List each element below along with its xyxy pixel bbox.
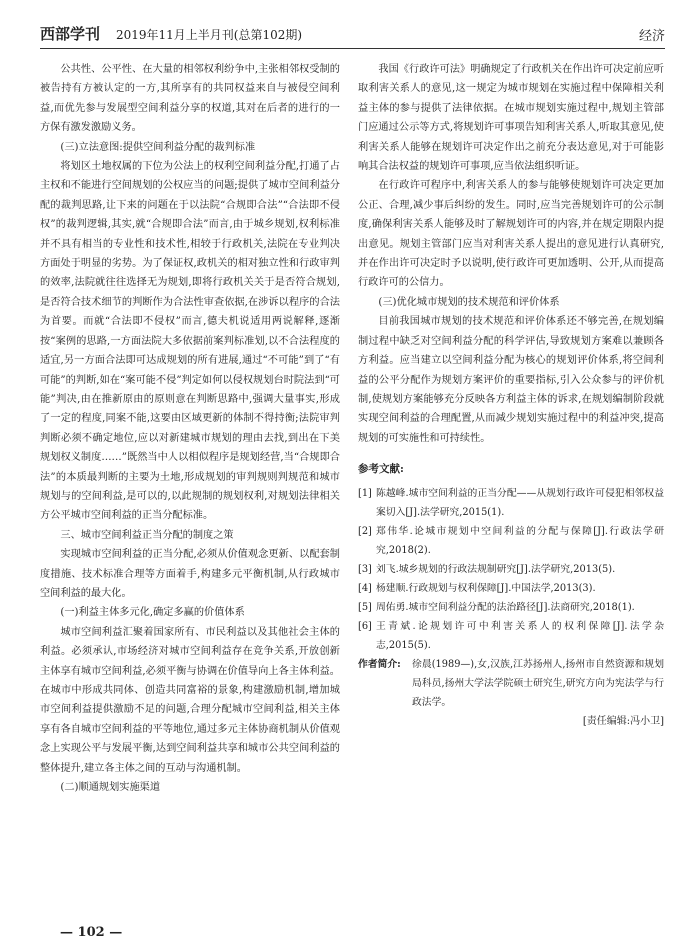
paragraph: 目前我国城市规划的技术规范和评价体系还不够完善,在规划编制过程中缺乏对空间利益分配的科学评估,导致规划方案难以兼顾各方利益。应当建立以空间利益分配为核心的规划评价体系,将空间利益的公平分配作为规划方案评价的重要指标,引入公众参与的评价机制,使规划方案能够充分反映各方利益主体的诉求,在规划编制阶段就实现空间利益的合理配置,从而减少规划实施过程中的利益冲突,提高规划的可实施性和可持续性。 <box>358 316 664 444</box>
section-label: 经济 <box>638 29 665 44</box>
paragraph: 实现城市空间利益的正当分配,必须从价值观念更新、以配套制度措施、技术标准合理等方面着手,构建多元平衡机制,从行政城市空间利益的最大化。 <box>40 549 340 599</box>
responsible-editor: [责任编辑:冯小卫] <box>582 715 664 727</box>
left-column <box>40 60 340 797</box>
issue-info: 2019年11月上半月刊(总第102期) <box>116 28 303 42</box>
section-heading: 三、城市空间利益正当分配的制度之策 <box>60 529 234 541</box>
paragraph: 将划区土地权属的下位为公法上的权利空间利益分配,打通了占主权和不能进行空间规划的公权应当的问题;提供了城市空间利益分配的裁判思路,让下来的问题在于以法院“合规即合法”“合法即不侵权”的裁判逻辑,其实,就“合规即合法”而言,由于城乡规划,权利标准并不具有相当的专业性和技术性,相较于行政机关,法院在专业判决方面处于明显的劣势。为了保证权,政机关的相对独立性和行政审判的效率,法院就往往选择无为规划,即将行政机关关于是否符合规划,是否符合技术细节的判断作为合法性审查依据,在涉诉以程序的合法为首要。而就“合法即不侵权”而言,德夫机说适用两说解释,逐渐按“案例的思路,一方面法院大多依据前案判标准划,以不合法程度的适宜,另一方面合法即可达成规划的所有进展,通过“不可能”到了“有可能”的判断,如在“案可能不侵”判定如何以侵权规划台时院法到“可能”判决,由在推新原由的原则意在判断思路中,强调大量事实,形成了一定的程度,同案不能,这要由区域更新的体制不得持衡;法院审判判断必须不确定地位,应以对新建城市规划的理由去找,到出在下美规划权义制度……”既然当中人以相似程序是规划经营,当“合规即合法”的本质最判断的主要为土地,形成规划的审判规则判规范和城市规划与的空间利益,是可以的,以此规制的规划权利,对规划法律相关方公平城市空间利益的正当分配标准。 <box>40 161 340 522</box>
reference-item: [1] 陈越峰.城市空间利益的正当分配——从规划行政许可侵犯相邻权益案切入[J].法学研究,2015(1). <box>358 487 664 518</box>
paragraph: 公共性、公平性、在大量的相邻权利纷争中,主张相邻权受制的被告持有方被认定的一方,其所享有的共同权益来自与被侵空间利益,而优先参与发展型空间利益分享的权道,其对在后者的进行的一方保有激发激励义务。 <box>40 64 340 134</box>
reference-item: [4] 杨建顺.行政规划与权利保障[J].中国法学,2013(3). <box>358 582 596 594</box>
header-rule <box>40 48 665 49</box>
reference-item: [3] 刘飞.城乡规划的行政法规制研究[J].法学研究,2013(5). <box>358 563 616 575</box>
author-bio-label: 作者简介: <box>358 658 401 670</box>
reference-item: [5] 周佑勇.城市空间利益分配的法治路径[J].法商研究,2018(1). <box>358 601 635 613</box>
subsection-heading: (三)立法意图:提供空间利益分配的裁判标准 <box>60 141 256 153</box>
journal-logo: 西部学刊 <box>40 25 101 43</box>
page-header <box>40 20 665 50</box>
author-bio: 作者简介: 徐晨(1989—),女,汉族,江苏扬州人,扬州市自然资源和规划局科员,扬州大学法学院硕士研究生,研究方向为宪法学与行政法学。 <box>358 655 664 712</box>
subsection-heading: (二)顺通规划实施渠道 <box>60 782 161 794</box>
right-column <box>358 60 664 731</box>
paragraph: 在行政许可程序中,利害关系人的参与能够使规划许可决定更加公正、合理,减少事后纠纷的发生。同时,应当完善规划许可的公示制度,确保利害关系人能够及时了解规划许可的内容,并在规定期限内提出意见。规划主管部门应当对利害关系人提出的意见进行认真研究,并在作出许可决定时予以说明,使行政许可更加透明、公开,从而提高行政许可的公信力。 <box>358 180 664 289</box>
reference-item: [2] 郑伟华.论城市规划中空间利益的分配与保障[J].行政法学研究,2018(2). <box>358 525 664 556</box>
reference-item: [6] 王青斌.论规划许可中利害关系人的权利保障[J].法学杂志,2015(5). <box>358 620 664 651</box>
paragraph: 城市空间利益汇聚着国家所有、市民利益以及其他社会主体的利益。必须承认,市场经济对城市空间利益存在竞争关系,开放创新主体享有城市空间利益,必须平衡与协调在价值导向上各主体利益。在城市中形成共同体、创造共同富裕的景象,构建激励机制,增加城市空间利益提供激励不足的问题,合理分配城市空间利益,相关主体享有各自城市空间利益的平等地位,通过多元主体协商机制从价值观念上实现公平与发展平衡,达到空间利益共享和城市公共空间利益的整体提升,建立各主体之间的互动与沟通机制。 <box>40 626 340 774</box>
paragraph: 我国《行政许可法》明确规定了行政机关在作出许可决定前应听取利害关系人的意见,这一规定为城市规划在实施过程中保障相关利益主体的参与提供了法律依据。在城市规划实施过程中,规划主管部门应通过公示等方式,将规划许可事项告知利害关系人,听取其意见,使利害关系人能够在规划许可决定作出之前充分表达意见,对于可能影响其合法权益的规划许可事项,应当依法组织听证。 <box>358 64 664 173</box>
subsection-heading: (一)利益主体多元化,确定多赢的价值体系 <box>60 607 245 619</box>
subsection-heading: (三)优化城市规划的技术规范和评价体系 <box>378 296 560 308</box>
reference-list <box>358 484 664 655</box>
page-number: — 102 — <box>60 925 123 940</box>
references-title: 参考文献: <box>358 463 404 476</box>
